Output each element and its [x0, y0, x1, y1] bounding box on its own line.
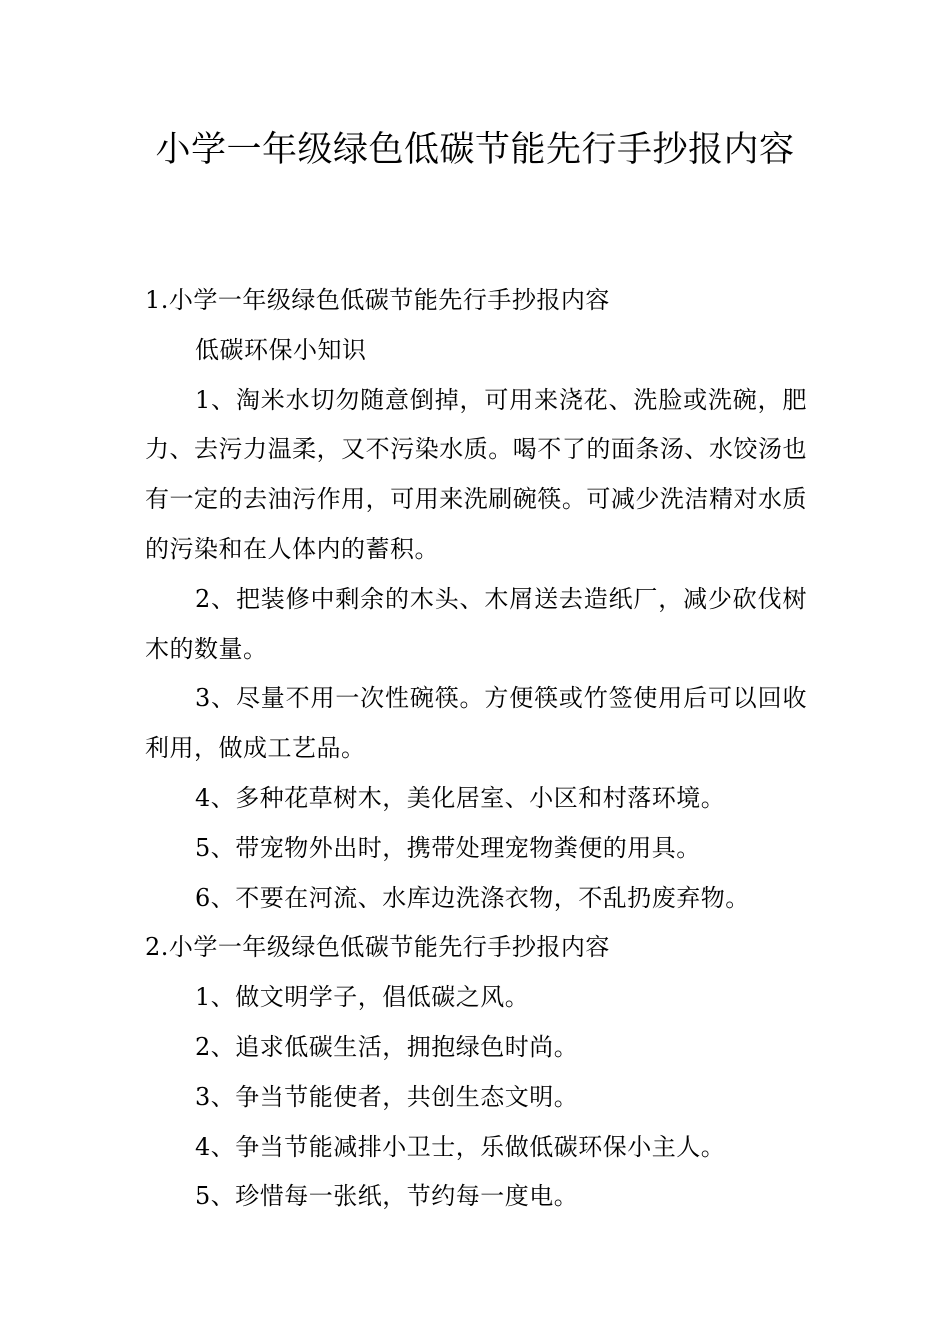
paragraph-tip-3: 3、尽量不用一次性碗筷。方便筷或竹签使用后可以回收利用，做成工艺品。: [145, 684, 807, 763]
document-body: [145, 276, 807, 1222]
slogan-1: 1、做文明学子，倡低碳之风。: [195, 983, 530, 1012]
paragraph-tip-6: 6、不要在河流、水库边洗涤衣物，不乱扔废弃物。: [195, 883, 750, 912]
slogan-3: 3、争当节能使者，共创生态文明。: [195, 1082, 579, 1111]
section-heading-2: 2.小学一年级绿色低碳节能先行手抄报内容: [145, 933, 610, 962]
paragraph-tip-4: 4、多种花草树木，美化居室、小区和村落环境。: [195, 783, 726, 812]
paragraph-tip-1: 1、淘米水切勿随意倒掉，可用来浇花、洗脸或洗碗，肥力、去污力温柔，又不污染水质。喝不了的面条汤、水饺汤也有一定的去油污作用，可用来洗刷碗筷。可减少洗洁精对水质的污染和在人体内的蓄积。: [145, 385, 807, 563]
document-title: 小学一年级绿色低碳节能先行手抄报内容: [155, 130, 795, 170]
section-heading-1: 1.小学一年级绿色低碳节能先行手抄报内容: [145, 286, 610, 314]
paragraph-tip-2: 2、把装修中剩余的木头、木屑送去造纸厂，减少砍伐树木的数量。: [145, 584, 807, 663]
subheading-low-carbon-tips: 低碳环保小知识: [195, 335, 367, 364]
slogan-5: 5、珍惜每一张纸，节约每一度电。: [195, 1182, 579, 1211]
paragraph-tip-5: 5、带宠物外出时，携带处理宠物粪便的用具。: [195, 833, 701, 862]
slogan-2: 2、追求低碳生活，拥抱绿色时尚。: [195, 1032, 579, 1061]
slogan-4: 4、争当节能减排小卫士，乐做低碳环保小主人。: [195, 1132, 726, 1161]
